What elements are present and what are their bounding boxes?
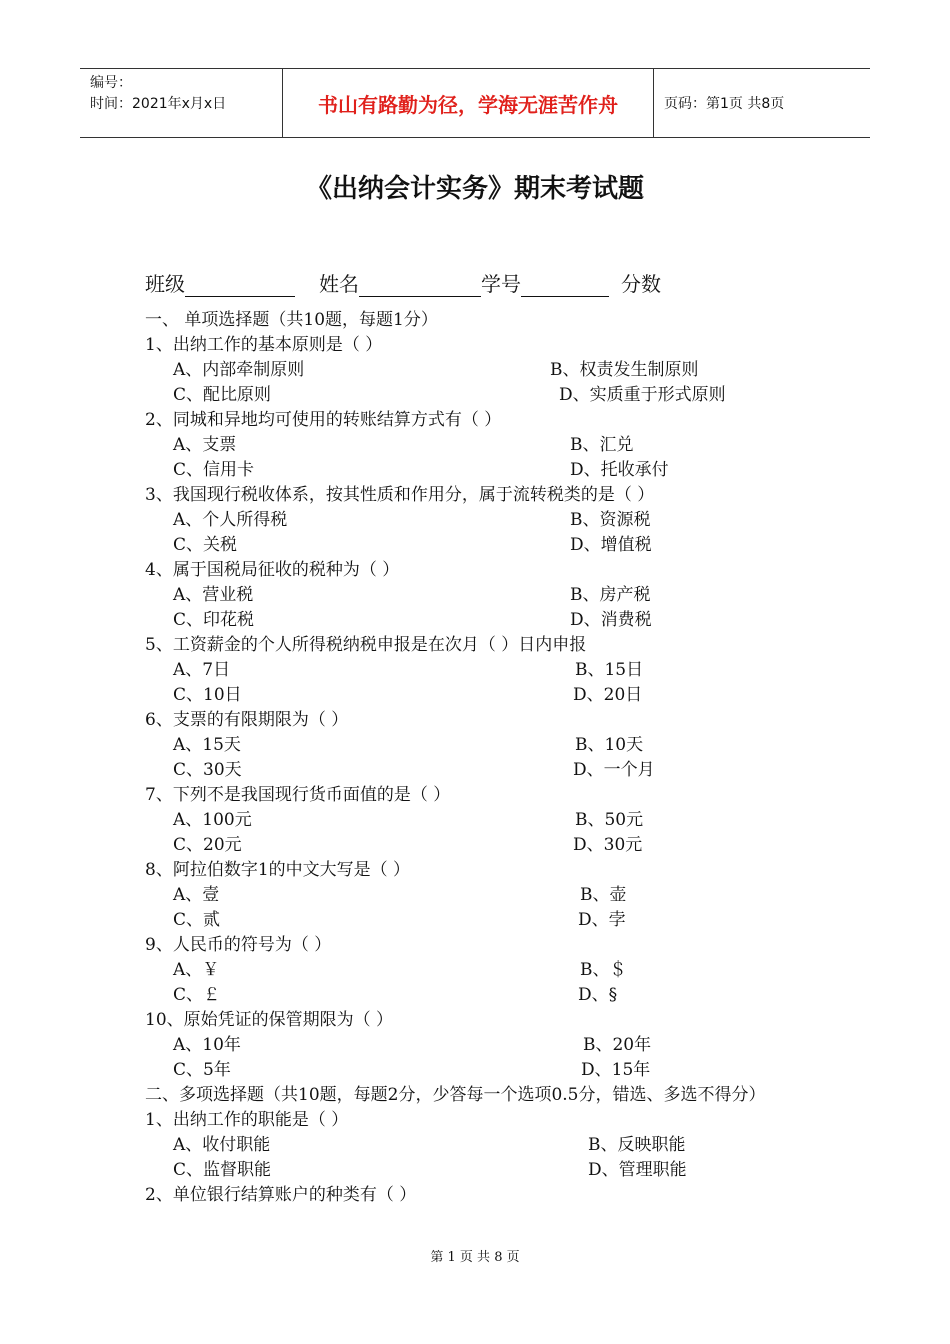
question-stem: 3、我国现行税收体系，按其性质和作用分，属于流转税类的是（ ）: [145, 485, 655, 505]
doc-number-label: 编号：: [90, 75, 132, 91]
option-d: D、实质重于形式原则: [559, 385, 726, 405]
option-b: B、权责发生制原则: [550, 360, 699, 380]
option-a: A、收付职能: [173, 1135, 271, 1155]
section2-heading: 二、多项选择题（共10题，每题2分，少答每一个选项0.5分，错选、多选不得分）: [145, 1085, 766, 1105]
question-stem: 8、阿拉伯数字1的中文大写是（ ）: [145, 860, 411, 880]
option-row: [145, 883, 815, 908]
option-row: [145, 608, 815, 633]
option-c: C、信用卡: [173, 460, 255, 480]
option-d: D、一个月: [573, 760, 655, 780]
option-d: D、15年: [581, 1060, 651, 1080]
option-c: C、10日: [173, 685, 242, 705]
option-d: D、增值税: [570, 535, 652, 555]
option-row: [145, 758, 815, 783]
option-a: A、15天: [173, 735, 241, 755]
option-d: D、孛: [578, 910, 626, 930]
option-row: [145, 983, 815, 1008]
header-meta: [80, 69, 282, 137]
option-row: [145, 733, 815, 758]
option-b: B、反映职能: [588, 1135, 686, 1155]
option-b: B、20年: [583, 1035, 652, 1055]
header-page-info: 页码：第1页 共8页: [664, 96, 785, 112]
option-row: [145, 358, 815, 383]
option-c: C、配比原则: [173, 385, 272, 405]
option-d: D、30元: [573, 835, 643, 855]
option-c: C、20元: [173, 835, 242, 855]
option-c: C、关税: [173, 535, 238, 555]
option-d: D、托收承付: [570, 460, 669, 480]
option-row: [145, 458, 815, 483]
student-info-line: [145, 268, 661, 297]
option-b: B、资源税: [570, 510, 651, 530]
option-c: C、贰: [173, 910, 221, 930]
option-row: [145, 583, 815, 608]
option-a: A、10年: [173, 1035, 241, 1055]
option-c: C、5年: [173, 1060, 231, 1080]
option-d: D、20日: [573, 685, 643, 705]
page-header: [80, 68, 870, 138]
option-b: B、15日: [575, 660, 644, 680]
option-d: D、管理职能: [588, 1160, 687, 1180]
option-row: [145, 1033, 815, 1058]
question-stem: 1、出纳工作的基本原则是（ ）: [145, 335, 383, 355]
option-row: [145, 808, 815, 833]
option-row: [145, 1058, 815, 1083]
question-stem: 5、工资薪金的个人所得税纳税申报是在次月（ ）日内申报: [145, 635, 587, 655]
section1-heading: 一、 单项选择题（共10题，每题1分）: [145, 310, 438, 330]
option-row: [145, 533, 815, 558]
option-row: [145, 508, 815, 533]
question-stem: 10、原始凭证的保管期限为（ ）: [145, 1010, 394, 1030]
option-c: C、30天: [173, 760, 242, 780]
id-blank[interactable]: [521, 274, 609, 297]
option-a: A、营业税: [173, 585, 254, 605]
name-blank[interactable]: [359, 274, 481, 297]
class-blank[interactable]: [185, 274, 295, 297]
option-b: B、10天: [575, 735, 644, 755]
option-row: [145, 658, 815, 683]
option-row: [145, 383, 815, 408]
option-row: [145, 958, 815, 983]
question-stem: 2、单位银行结算账户的种类有（ ）: [145, 1185, 417, 1205]
option-b: B、房产税: [570, 585, 651, 605]
option-a: A、100元: [173, 810, 252, 830]
option-row: [145, 683, 815, 708]
page-footer: 第 1 页 共 8 页: [430, 1250, 520, 1265]
option-row: [145, 908, 815, 933]
question-stem: 1、出纳工作的职能是（ ）: [145, 1110, 349, 1130]
option-c: C、￡: [173, 985, 221, 1005]
option-b: B、汇兑: [570, 435, 634, 455]
exam-title: 《出纳会计实务》期末考试题: [305, 174, 644, 204]
option-row: [145, 833, 815, 858]
exam-content: [145, 308, 815, 1208]
option-a: A、支票: [173, 435, 237, 455]
option-b: B、＄: [580, 960, 627, 980]
id-label: 学号: [481, 272, 521, 296]
option-row: [145, 433, 815, 458]
question-stem: 6、支票的有限期限为（ ）: [145, 710, 349, 730]
option-d: D、消费税: [570, 610, 652, 630]
option-row: [145, 1133, 815, 1158]
question-stem: 2、同城和异地均可使用的转账结算方式有（ ）: [145, 410, 502, 430]
doc-time-label: 时间：2021年x月x日: [90, 96, 227, 112]
option-b: B、50元: [575, 810, 644, 830]
option-row: [145, 1158, 815, 1183]
question-stem: 4、属于国税局征收的税种为（ ）: [145, 560, 400, 580]
option-a: A、内部牵制原则: [173, 360, 305, 380]
option-a: A、7日: [173, 660, 231, 680]
option-c: C、监督职能: [173, 1160, 272, 1180]
option-a: A、￥: [173, 960, 220, 980]
question-stem: 9、人民币的符号为（ ）: [145, 935, 332, 955]
question-stem: 7、下列不是我国现行货币面值的是（ ）: [145, 785, 451, 805]
option-a: A、个人所得税: [173, 510, 288, 530]
name-label: 姓名: [319, 272, 359, 296]
option-b: B、壶: [580, 885, 627, 905]
option-c: C、印花税: [173, 610, 255, 630]
score-label: 分数: [621, 272, 661, 296]
option-d: D、§: [578, 985, 618, 1005]
class-label: 班级: [145, 272, 185, 296]
option-a: A、壹: [173, 885, 220, 905]
header-motto: 书山有路勤为径，学海无涯苦作舟: [282, 69, 654, 137]
